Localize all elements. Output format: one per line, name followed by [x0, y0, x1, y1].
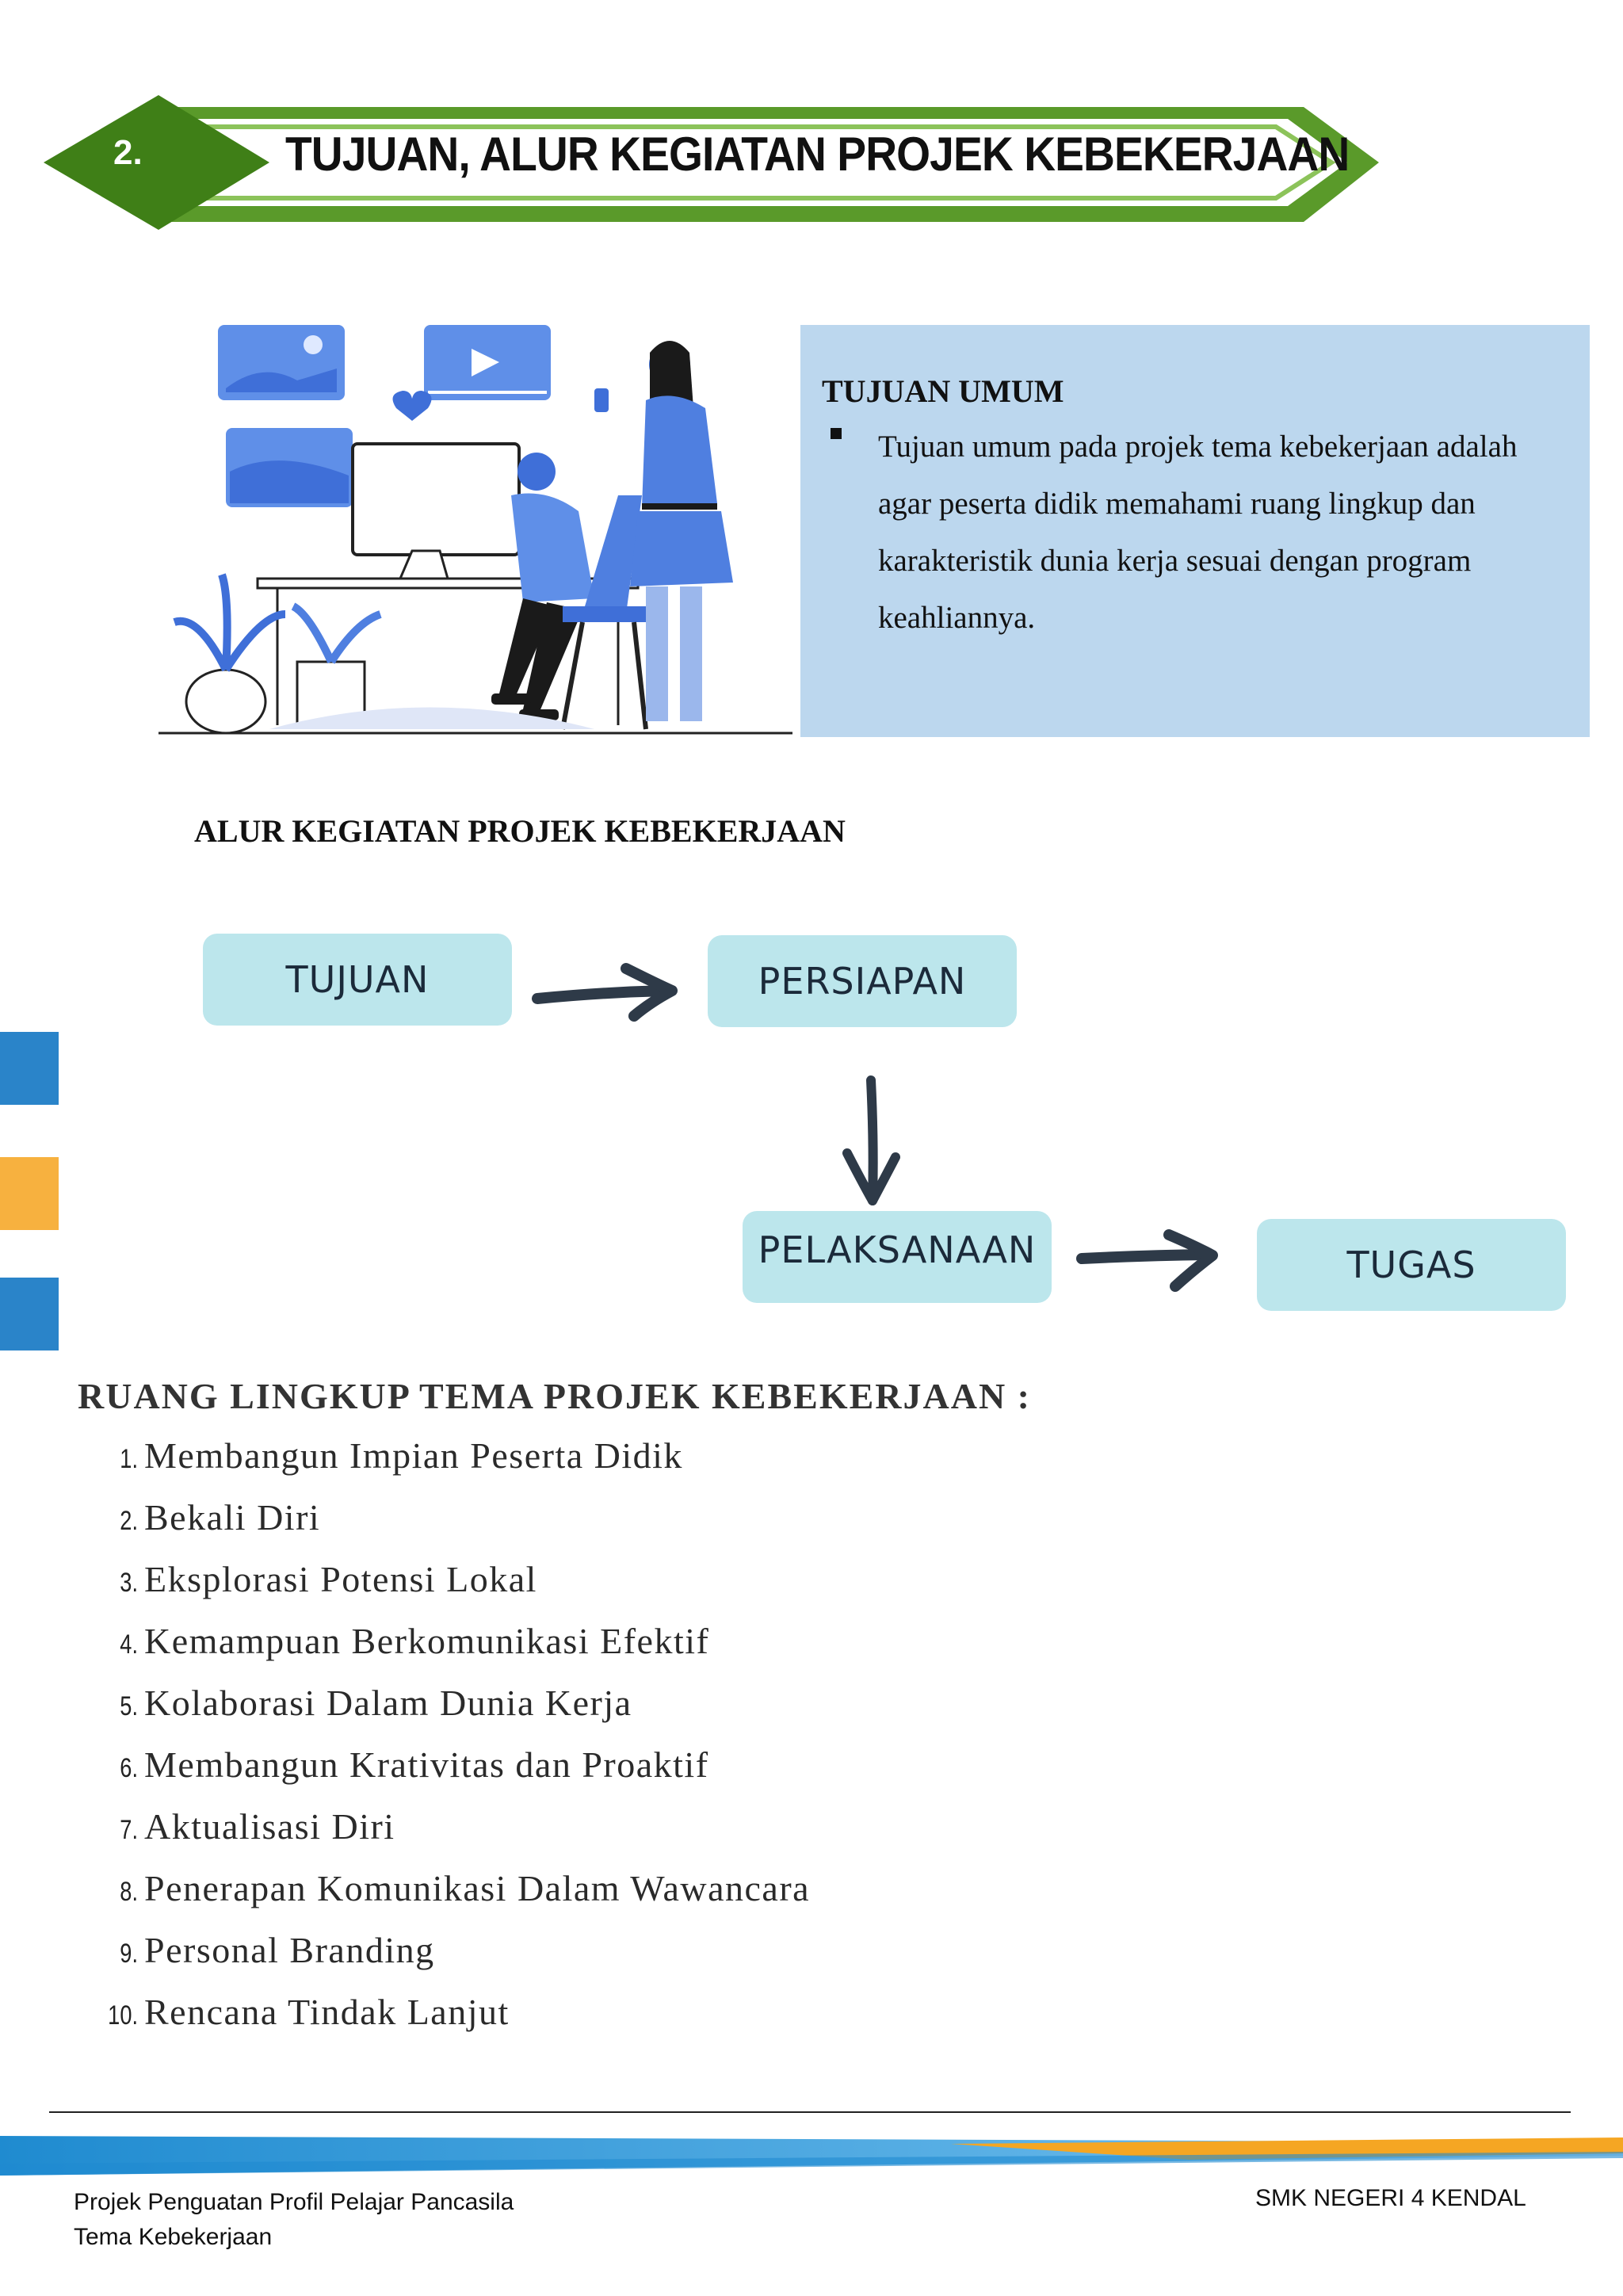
flow-step-persiapan: PERSIAPAN	[708, 935, 1017, 1027]
arrow-down-icon	[836, 1074, 907, 1213]
side-tab-orange	[0, 1157, 59, 1230]
list-item: 7. Aktualisasi Diri	[120, 1806, 395, 1847]
bullet-icon	[831, 428, 842, 439]
flow-step-tujuan: TUJUAN	[203, 934, 512, 1026]
flow-step-pelaksanaan: PELAKSANAAN	[743, 1211, 1052, 1303]
arrow-right-icon	[1074, 1227, 1224, 1294]
footer-project-name: Projek Penguatan Profil Pelajar Pancasila	[74, 2189, 514, 2215]
side-tab-blue	[0, 1278, 59, 1350]
page-title: TUJUAN, ALUR KEGIATAN PROJEK KEBEKERJAAN	[285, 128, 1350, 181]
list-item: 10. Rencana Tindak Lanjut	[108, 1992, 510, 2032]
list-item: 5. Kolaborasi Dalam Dunia Kerja	[120, 1683, 632, 1723]
list-item: 4. Kemampuan Berkomunikasi Efektif	[120, 1621, 710, 1661]
list-item: 2. Bekali Diri	[120, 1497, 321, 1538]
section-number: 2.	[113, 133, 143, 172]
footer-left	[74, 2185, 514, 2255]
list-item: 6. Membangun Krativitas dan Proaktif	[120, 1744, 709, 1785]
goal-text: Tujuan umum pada projek tema kebekerjaan adalah agar peserta didik memahami ruang lingkup dan karakteristik dunia kerja sesuai dengan program keahliannya.	[878, 430, 1518, 635]
side-tab-blue	[0, 1032, 59, 1105]
list-item: 1. Membangun Impian Peserta Didik	[120, 1435, 683, 1476]
arrow-right-icon	[531, 959, 682, 1022]
list-item: 8. Penerapan Komunikasi Dalam Wawancara	[120, 1868, 811, 1908]
scope-list	[87, 1435, 810, 2053]
footer-divider	[49, 2111, 1571, 2113]
list-item: 9. Personal Branding	[120, 1930, 435, 1970]
flow-heading: ALUR KEGIATAN PROJEK KEBEKERJAAN	[194, 813, 846, 849]
list-item: 3. Eksplorasi Potensi Lokal	[120, 1559, 537, 1599]
flow-step-tugas: TUGAS	[1257, 1219, 1566, 1311]
scope-heading: RUANG LINGKUP TEMA PROJEK KEBEKERJAAN :	[78, 1376, 1031, 1416]
work-illustration	[151, 313, 792, 741]
footer-stripe	[0, 2136, 1623, 2176]
goal-title: TUJUAN UMUM	[822, 373, 1064, 409]
footer-theme: Tema Kebekerjaan	[74, 2224, 273, 2250]
footer-school-name: SMK NEGERI 4 KENDAL	[1255, 2185, 1526, 2211]
